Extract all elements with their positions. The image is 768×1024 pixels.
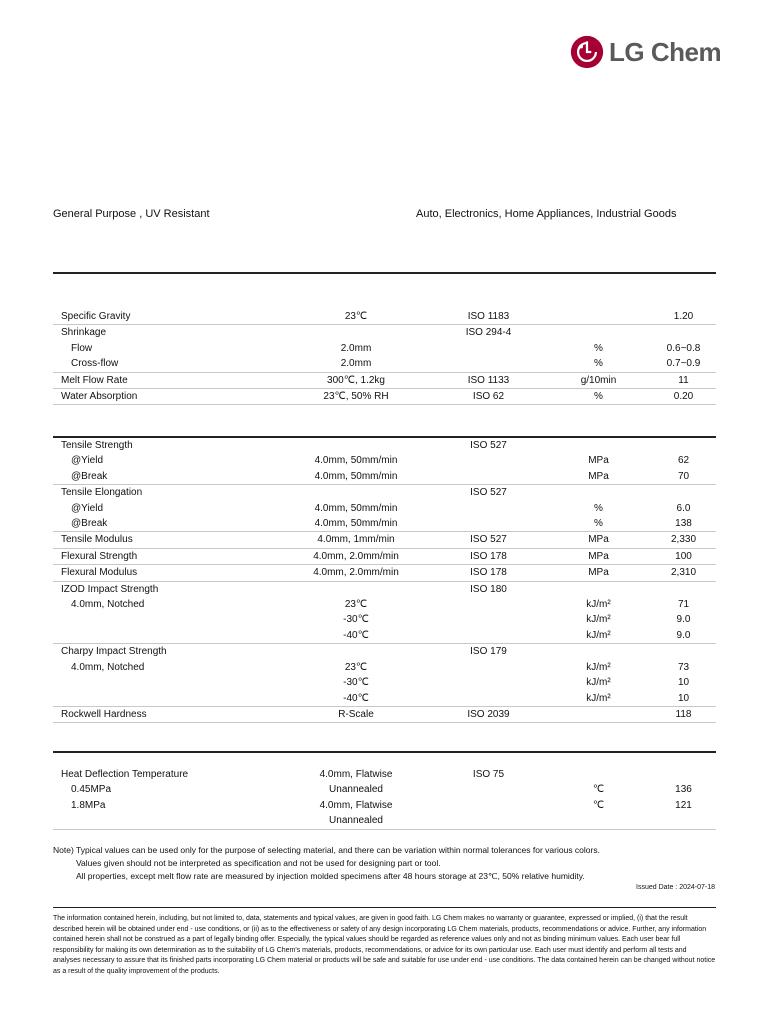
property-name-cell: Tensile Elongation <box>53 485 281 501</box>
unit-cell <box>546 309 651 325</box>
unit-cell: MPa <box>546 532 651 548</box>
table-row <box>53 597 716 612</box>
value-cell: 0.20 <box>651 389 716 405</box>
test-condition-cell: 23℃ <box>344 599 368 611</box>
value-cell: 121 <box>675 799 692 811</box>
unit-cell: kJ/m² <box>586 661 611 673</box>
unit-cell: kJ/m² <box>586 629 611 641</box>
test-method-cell: ISO 1133 <box>431 372 546 388</box>
test-method-cell <box>431 597 546 612</box>
features-text: General Purpose , UV Resistant <box>53 208 210 220</box>
applications-text: Auto, Electronics, Home Appliances, Industrial Goods <box>416 208 677 220</box>
table-row <box>53 438 716 453</box>
test-method-cell <box>431 675 546 690</box>
note-line: Note) Typical values can be used only for the purpose of selecting material, and there can be variation within normal tolerances for various colors. <box>53 845 600 855</box>
property-name-cell: 4.0mm, Notched <box>71 661 145 673</box>
note-line: Values given should not be interpreted as specification and not be used for designing part or tool. <box>76 858 441 868</box>
property-name-cell: @Yield <box>71 455 104 467</box>
unit-cell <box>546 644 651 660</box>
table-row <box>53 581 716 597</box>
table-row <box>53 660 716 675</box>
test-method-cell <box>431 628 546 644</box>
section-rule-thermal <box>53 751 716 753</box>
property-name-cell <box>53 691 281 707</box>
value-cell <box>651 767 716 782</box>
unit-cell <box>546 813 651 829</box>
test-method-cell <box>431 341 546 356</box>
unit-cell <box>546 581 651 597</box>
test-method-cell <box>431 612 546 627</box>
table-row <box>53 325 716 341</box>
unit-cell: % <box>546 389 651 405</box>
value-cell: 0.6~0.8 <box>666 342 701 354</box>
unit-cell: % <box>594 502 603 514</box>
test-condition-cell: 2.0mm <box>340 358 372 370</box>
table-row <box>53 485 716 501</box>
property-name-cell: Flexural Strength <box>53 548 281 564</box>
table-row <box>53 309 716 325</box>
test-condition-cell: 300℃, 1.2kg <box>281 372 431 388</box>
test-method-cell: ISO 178 <box>431 565 546 581</box>
lg-face-icon <box>570 35 604 69</box>
property-name-cell: Flow <box>71 342 93 354</box>
table-row <box>53 501 716 516</box>
test-condition-cell <box>281 438 431 453</box>
value-cell: 2,330 <box>651 532 716 548</box>
section-rule-physical <box>53 272 716 274</box>
value-cell <box>651 581 716 597</box>
test-condition-cell <box>281 644 431 660</box>
test-method-cell: ISO 2039 <box>431 706 546 722</box>
test-method-cell: ISO 527 <box>470 440 507 451</box>
table-row <box>53 644 716 660</box>
test-method-cell: ISO 179 <box>431 644 546 660</box>
issued-date: Issued Date : 2024-07-18 <box>636 884 715 891</box>
test-method-cell: ISO 527 <box>431 532 546 548</box>
value-cell: 70 <box>677 470 690 482</box>
test-condition-cell: Unannealed <box>329 784 383 796</box>
unit-cell: kJ/m² <box>586 599 611 611</box>
test-condition-cell: -40℃ <box>343 629 369 641</box>
table-row <box>53 706 716 722</box>
unit-cell: % <box>594 342 603 354</box>
test-condition-cell: Unannealed <box>281 813 431 829</box>
test-condition-cell: 4.0mm, Flatwise <box>319 799 393 811</box>
physical-properties-table <box>53 309 716 405</box>
brand-name: LG Chem <box>609 36 722 67</box>
test-method-cell: ISO 178 <box>431 548 546 564</box>
test-condition-cell: 4.0mm, Flatwise <box>319 769 393 780</box>
test-condition-cell: R-Scale <box>281 706 431 722</box>
value-cell: 73 <box>677 661 690 673</box>
disclaimer-text: The information contained herein, including, but not limited to, data, statements and typical values, are given in good faith. LG Chem makes no warranty or guarantee, expressed or implied, (i) that the result described herein will be obtained under end - use conditions, or (ii) as to the effectiveness or safety of any design incorporating LG Chem materials, products, recommendations or advice. Further, any information contained herein shall not be construed as a part of legally binding offer. Especially, the typical values should be regarded as reference values only and not as binding minimum values. Each user bear full responsibility for making its own determination as to the suitability of LG Chem's materials, products, recommendations, or advice for its own particular use. Each user must identify and perform all tests and analyses necessary to assure that its finished parts incorporating LG Chem material or products will be safe and suitable for use under end - use conditions. The data contained herein can be changed without notice as a result of the quality improvement of the products. <box>53 915 716 975</box>
test-method-cell: ISO 527 <box>431 485 546 501</box>
test-condition-cell: 4.0mm, 50mm/min <box>314 518 398 530</box>
unit-cell: MPa <box>588 455 609 467</box>
table-row <box>53 341 716 356</box>
test-method-cell: ISO 75 <box>472 769 505 780</box>
test-condition-cell: -40℃ <box>343 692 369 704</box>
unit-cell: kJ/m² <box>586 614 611 626</box>
value-cell: 11 <box>651 372 716 388</box>
value-cell <box>651 644 716 660</box>
value-cell: 1.20 <box>673 311 694 322</box>
test-condition-cell: 23℃, 50% RH <box>281 389 431 405</box>
value-cell <box>651 438 716 453</box>
unit-cell <box>546 767 651 782</box>
test-condition-cell: 4.0mm, 2.0mm/min <box>281 565 431 581</box>
note-line: All properties, except melt flow rate are measured by injection molded specimens after 48 hours storage at 23℃, 50% relative humidity. <box>76 871 585 881</box>
property-name-cell: Heat Deflection Temperature <box>61 769 189 780</box>
property-name-cell: Tensile Modulus <box>53 532 281 548</box>
test-method-cell <box>431 469 546 485</box>
test-condition-cell <box>281 325 431 341</box>
table-row <box>53 612 716 627</box>
value-cell: 2,310 <box>651 565 716 581</box>
value-cell <box>651 485 716 501</box>
test-condition-cell: 4.0mm, 1mm/min <box>281 532 431 548</box>
value-cell: 0.7~0.9 <box>666 358 701 370</box>
property-name-cell: 0.45MPa <box>71 784 112 796</box>
table-row <box>53 565 716 581</box>
table-row <box>53 782 716 797</box>
unit-cell: g/10min <box>546 372 651 388</box>
value-cell: 9.0 <box>676 629 691 641</box>
table-row <box>53 767 716 782</box>
test-condition-cell: 4.0mm, 2.0mm/min <box>281 548 431 564</box>
value-cell: 118 <box>651 706 716 722</box>
value-cell: 71 <box>677 599 690 611</box>
test-condition-cell <box>281 581 431 597</box>
table-row <box>53 469 716 485</box>
test-method-cell: ISO 1183 <box>467 311 510 322</box>
unit-cell <box>546 706 651 722</box>
unit-cell <box>546 325 651 341</box>
property-name-cell: 1.8MPa <box>71 799 106 811</box>
unit-cell: % <box>594 518 603 530</box>
table-row <box>53 516 716 532</box>
table-row <box>53 628 716 644</box>
property-name-cell: Cross-flow <box>71 358 119 370</box>
property-name-cell <box>53 612 281 627</box>
property-name-cell: Shrinkage <box>53 325 281 341</box>
value-cell <box>651 325 716 341</box>
thermal-properties-table <box>53 767 716 830</box>
value-cell: 136 <box>675 784 692 796</box>
unit-cell: kJ/m² <box>586 677 611 689</box>
test-condition-cell: -30℃ <box>343 614 369 626</box>
unit-cell: MPa <box>546 565 651 581</box>
unit-cell: % <box>594 358 603 370</box>
value-cell: 10 <box>677 677 690 689</box>
property-name-cell: @Break <box>71 470 108 482</box>
value-cell: 138 <box>675 518 692 530</box>
test-condition-cell: 4.0mm, 50mm/min <box>314 502 398 514</box>
test-condition-cell: 4.0mm, 50mm/min <box>314 455 398 467</box>
unit-cell <box>546 485 651 501</box>
test-condition-cell: 23℃ <box>344 661 368 673</box>
property-name-cell: Flexural Modulus <box>53 565 281 581</box>
test-method-cell <box>431 798 546 813</box>
test-condition-cell <box>281 485 431 501</box>
company-logo <box>570 34 721 70</box>
test-condition-cell: 2.0mm <box>340 342 372 354</box>
table-row <box>53 798 716 813</box>
mechanical-properties-table <box>53 438 716 723</box>
value-cell <box>651 813 716 829</box>
unit-cell: kJ/m² <box>586 692 611 704</box>
property-name-cell: Specific Gravity <box>61 311 131 322</box>
property-name-cell <box>53 675 281 690</box>
test-condition-cell: 4.0mm, 50mm/min <box>314 470 398 482</box>
table-row <box>53 813 716 829</box>
test-method-cell <box>431 813 546 829</box>
table-row <box>53 453 716 468</box>
table-row <box>53 691 716 707</box>
test-method-cell <box>431 501 546 516</box>
test-method-cell: ISO 180 <box>431 581 546 597</box>
property-name-cell <box>53 813 281 829</box>
table-row <box>53 675 716 690</box>
disclaimer-divider <box>53 907 716 908</box>
test-condition-cell: -30℃ <box>343 677 369 689</box>
test-method-cell: ISO 62 <box>431 389 546 405</box>
unit-cell <box>546 438 651 453</box>
table-row <box>53 356 716 372</box>
unit-cell: MPa <box>546 548 651 564</box>
table-row <box>53 548 716 564</box>
property-name-cell <box>53 628 281 644</box>
property-name-cell: Melt Flow Rate <box>53 372 281 388</box>
unit-cell: ℃ <box>592 799 605 811</box>
property-name-cell: Tensile Strength <box>61 440 133 451</box>
property-name-cell: Water Absorption <box>53 389 281 405</box>
unit-cell: MPa <box>588 470 609 482</box>
test-method-cell <box>431 453 546 468</box>
property-name-cell: IZOD Impact Strength <box>53 581 281 597</box>
test-condition-cell: 23℃ <box>344 311 368 322</box>
test-method-cell: ISO 294-4 <box>431 325 546 341</box>
value-cell: 9.0 <box>676 614 691 626</box>
unit-cell: ℃ <box>592 784 605 796</box>
test-method-cell <box>431 691 546 707</box>
test-method-cell <box>431 660 546 675</box>
property-name-cell: Rockwell Hardness <box>53 706 281 722</box>
property-name-cell: 4.0mm, Notched <box>71 599 145 611</box>
table-row <box>53 389 716 405</box>
property-name-cell: Charpy Impact Strength <box>53 644 281 660</box>
table-row <box>53 372 716 388</box>
value-cell: 10 <box>677 692 690 704</box>
test-method-cell <box>431 782 546 797</box>
test-method-cell <box>431 356 546 372</box>
value-cell: 62 <box>677 455 690 467</box>
property-name-cell: @Yield <box>71 502 104 514</box>
value-cell: 6.0 <box>676 502 691 514</box>
property-name-cell: @Break <box>71 518 108 530</box>
notes-block <box>53 844 600 883</box>
table-row <box>53 532 716 548</box>
test-method-cell <box>431 516 546 532</box>
value-cell: 100 <box>651 548 716 564</box>
